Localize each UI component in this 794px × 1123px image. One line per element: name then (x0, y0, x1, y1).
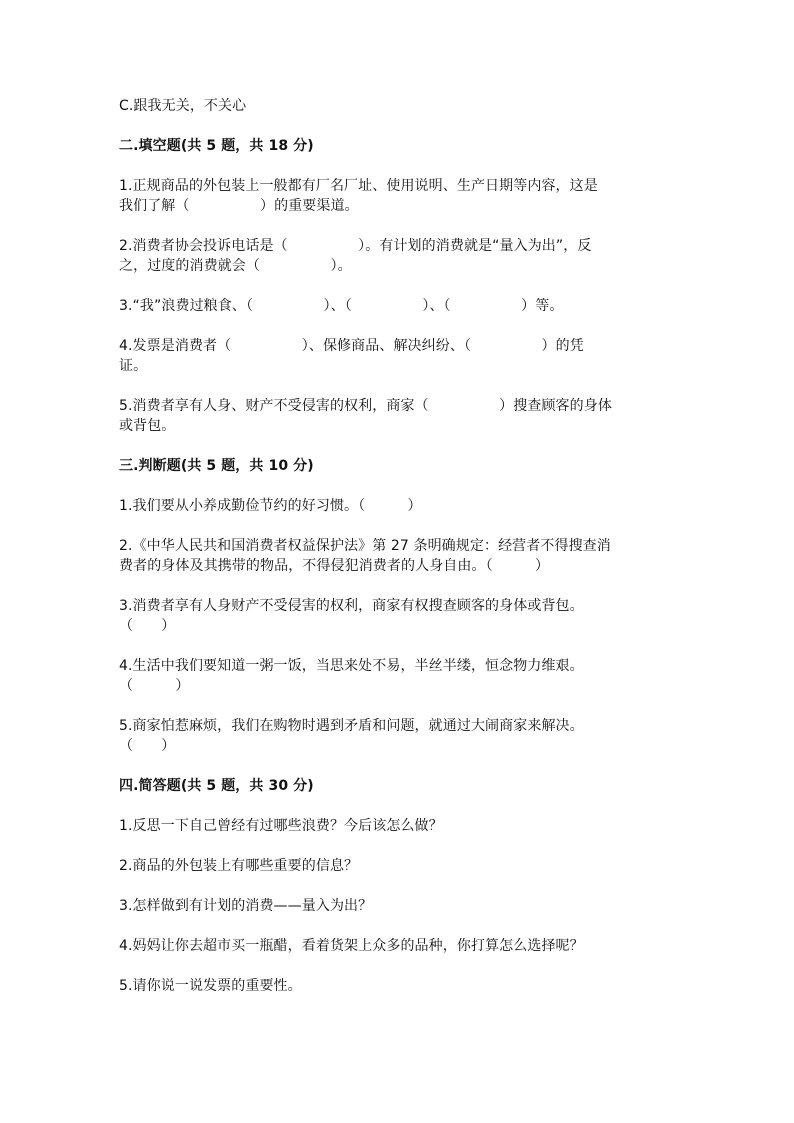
section-heading-short-answer: 四.简答题(共 5 题，共 30 分) (119, 778, 314, 794)
question-3-2 (119, 536, 611, 576)
question-line: 3.“我”浪费过粮食、（ ）、（ ）、（ ）等。 (119, 298, 564, 314)
option-c: C.跟我无关，不关心 (119, 98, 247, 114)
question-line: 1.正规商品的外包装上一般都有厂名厂址、使用说明、生产日期等内容，这是 (119, 178, 598, 194)
question-line: （ ） (119, 678, 190, 694)
question-line: （ ） (119, 618, 176, 634)
question-line: 5.商家怕惹麻烦，我们在购物时遇到矛盾和问题，就通过大闹商家来解决。 (119, 718, 584, 734)
question-2-5 (119, 396, 612, 436)
section-heading-fill-in: 二.填空题(共 5 题，共 18 分) (119, 138, 314, 154)
question-4-3: 3.怎样做到有计划的消费——量入为出？ (119, 898, 373, 914)
question-line: 证。 (119, 358, 148, 374)
section-heading-true-false: 三.判断题(共 5 题，共 10 分) (119, 458, 314, 474)
question-4-4: 4.妈妈让你去超市买一瓶醋，看着货架上众多的品种，你打算怎么选择呢？ (119, 938, 584, 954)
question-line: 费者的身体及其携带的物品，不得侵犯消费者的人身自由。（ ） (119, 558, 550, 574)
question-line: （ ） (119, 738, 176, 754)
question-3-4 (119, 656, 584, 696)
question-line: 2.《中华人民共和国消费者权益保护法》第 27 条明确规定：经营者不得搜查消 (119, 538, 611, 554)
question-line: 4.发票是消费者（ ）、保修商品、解决纠纷、（ ）的凭 (119, 338, 584, 354)
question-line: 4.生活中我们要知道一粥一饭，当思来处不易，半丝半缕，恒念物力维艰。 (119, 658, 584, 674)
question-3-5 (119, 716, 584, 756)
question-line: 我们了解（ ）的重要渠道。 (119, 198, 359, 214)
question-line: 1.我们要从小养成勤俭节约的好习惯。（ ） (119, 498, 422, 514)
question-2-2 (119, 236, 591, 276)
question-3-1 (119, 496, 422, 516)
question-line: 之，过度的消费就会（ ）。 (119, 258, 352, 274)
question-line: 5.消费者享有人身、财产不受侵害的权利，商家（ ）搜查顾客的身体 (119, 398, 612, 414)
question-line: 或背包。 (119, 418, 176, 434)
question-4-2: 2.商品的外包装上有哪些重要的信息？ (119, 858, 359, 874)
question-3-3 (119, 596, 584, 636)
question-4-1: 1.反思一下自己曾经有过哪些浪费？今后该怎么做？ (119, 818, 443, 834)
question-line: 2.消费者协会投诉电话是（ ）。有计划的消费就是“量入为出”，反 (119, 238, 592, 254)
question-2-1 (119, 176, 598, 216)
question-2-3 (119, 296, 563, 316)
question-4-5: 5.请你说一说发票的重要性。 (119, 978, 302, 994)
question-line: 3.消费者享有人身财产不受侵害的权利，商家有权搜查顾客的身体或背包。 (119, 598, 584, 614)
question-2-4 (119, 336, 584, 376)
